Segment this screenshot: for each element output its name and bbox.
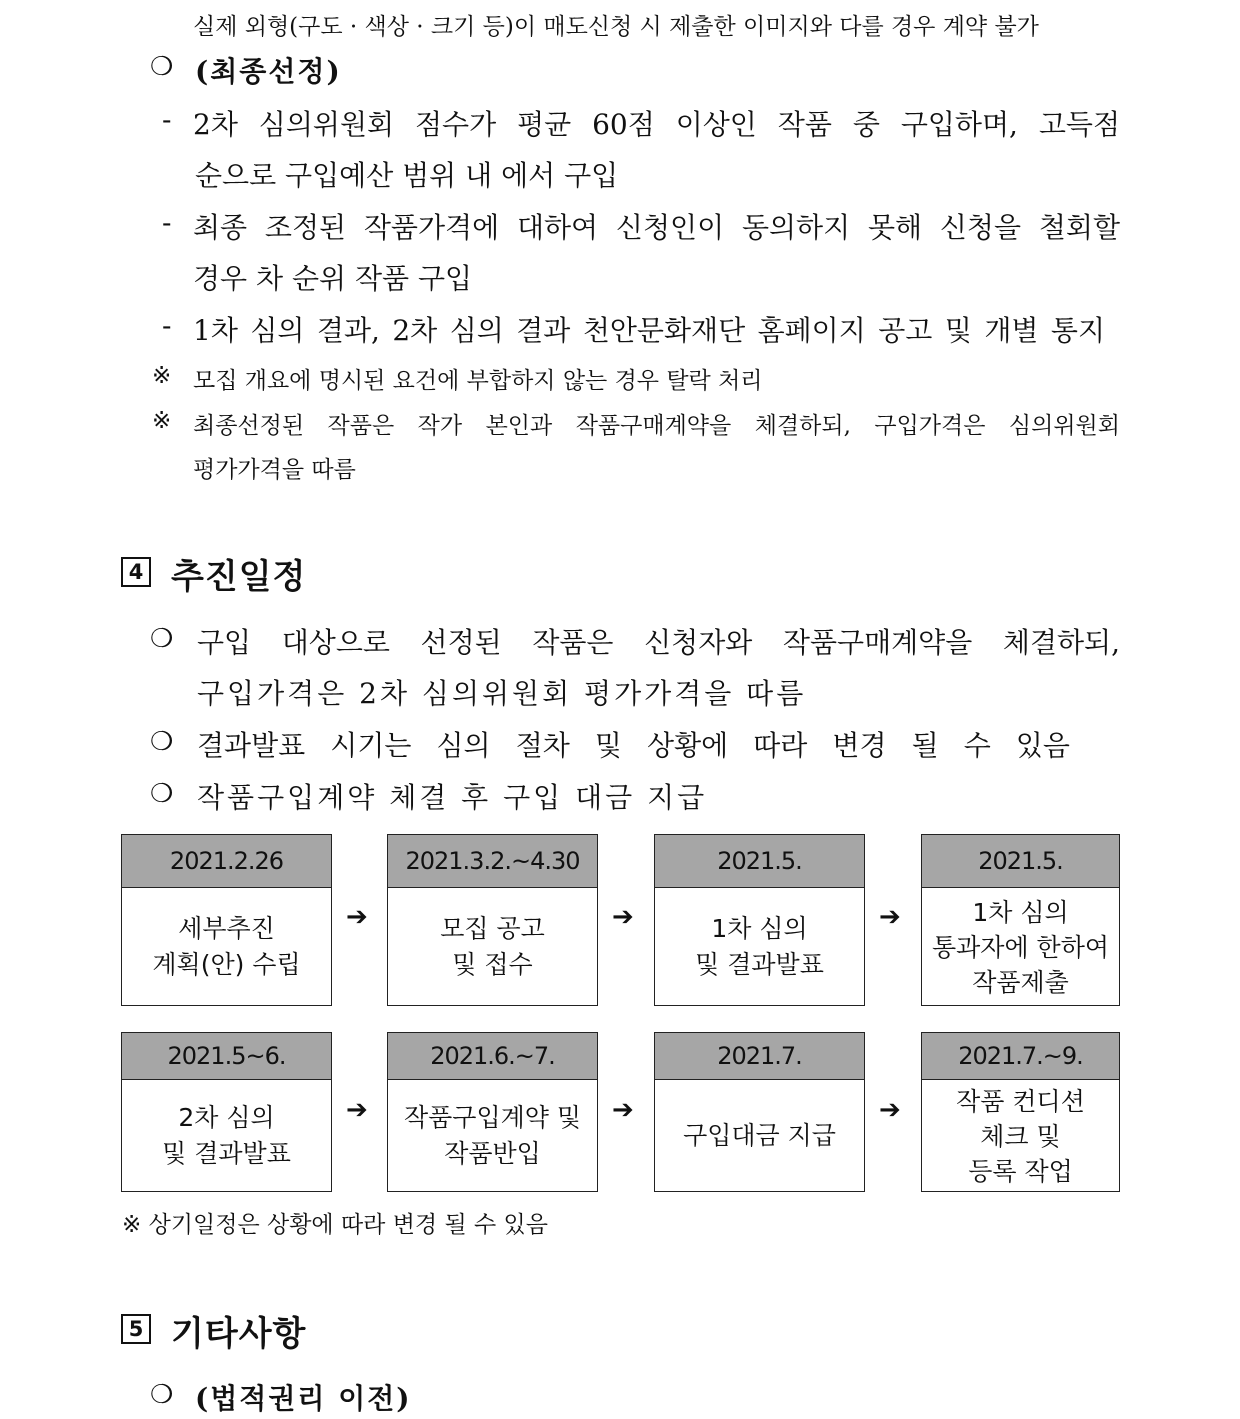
schedule-box-6	[387, 1032, 598, 1192]
schedule-box-7-desc: 구입대금 지급	[683, 1121, 836, 1150]
schedule-box-7-date: 2021.7.	[655, 1033, 864, 1080]
schedule-box-4-desc: 1차 심의 통과자에 한하여 작품제출	[932, 897, 1109, 997]
arrow-icon: ➔	[612, 902, 634, 932]
final-selection-heading: (최종선정)	[195, 55, 342, 88]
final-item-2-dash: -	[162, 206, 172, 239]
final-item-3-dash: -	[162, 309, 172, 342]
schedule-box-3-desc: 1차 심의 및 결과발표	[695, 914, 824, 979]
section-4-bullet-2-mark: ❍	[150, 727, 174, 757]
schedule-note: ※ 상기일정은 상황에 따라 변경 될 수 있음	[122, 1212, 548, 1238]
section-4-bullet-1-mark: ❍	[150, 624, 174, 654]
final-item-2-line2: 경우 차 순위 작품 구입	[193, 262, 473, 295]
schedule-box-6-desc: 작품구입계약 및 작품반입	[404, 1103, 581, 1168]
arrow-icon: ➔	[346, 902, 368, 932]
section-5-title: 기타사항	[171, 1314, 307, 1354]
section-4-bullet-3-text: 작품구입계약 체결 후 구입 대금 지급	[197, 781, 708, 814]
note-1-text: 모집 개요에 명시된 요건에 부합하지 않는 경우 탈락 처리	[193, 368, 763, 394]
note-2-mark: ※	[152, 408, 172, 434]
top-continuation-line: 실제 외형(구도 · 색상 · 크기 등)이 매도신청 시 제출한 이미지와 다를 경우 계약 불가	[193, 14, 1039, 40]
section-4-number: 4	[121, 557, 151, 587]
schedule-box-2-date: 2021.3.2.~4.30	[388, 835, 597, 888]
schedule-box-3	[654, 834, 865, 1006]
arrow-icon: ➔	[879, 1095, 901, 1125]
schedule-box-8-date: 2021.7.~9.	[922, 1033, 1119, 1080]
schedule-box-1-desc: 세부추진 계획(안) 수립	[152, 914, 301, 979]
schedule-box-5-date: 2021.5~6.	[122, 1033, 331, 1080]
section-5-bullet-mark: ❍	[150, 1380, 174, 1410]
section-5-bullet-heading: (법적권리 이전)	[195, 1382, 412, 1415]
schedule-box-2-desc: 모집 공고 및 접수	[440, 914, 545, 979]
final-item-1-line1: 2차 심의위원회 점수가 평균 60점 이상인 작품 중 구입하며, 고득점	[193, 108, 1120, 141]
arrow-icon: ➔	[879, 902, 901, 932]
schedule-box-1	[121, 834, 332, 1006]
schedule-box-8	[921, 1032, 1120, 1192]
section-4-bullet-3-mark: ❍	[150, 779, 174, 809]
arrow-icon: ➔	[612, 1095, 634, 1125]
section-4-title: 추진일정	[171, 557, 307, 597]
note-2-line2: 평가가격을 따름	[193, 457, 356, 483]
schedule-box-7	[654, 1032, 865, 1192]
section-5-number: 5	[121, 1314, 151, 1344]
final-item-1-line2: 순으로 구입예산 범위 내 에서 구입	[195, 159, 619, 192]
schedule-box-5-desc: 2차 심의 및 결과발표	[162, 1103, 291, 1168]
arrow-icon: ➔	[346, 1095, 368, 1125]
schedule-box-4-date: 2021.5.	[922, 835, 1119, 888]
note-2-line1: 최종선정된 작품은 작가 본인과 작품구매계약을 체결하되, 구입가격은 심의위원회	[193, 413, 1120, 439]
section-4-bullet-1-line1: 구입 대상으로 선정된 작품은 신청자와 작품구매계약을 체결하되,	[197, 626, 1120, 659]
schedule-box-3-date: 2021.5.	[655, 835, 864, 888]
schedule-box-8-desc: 작품 컨디션 체크 및 등록 작업	[956, 1086, 1085, 1186]
section-4-bullet-1-line2: 구입가격은 2차 심의위원회 평가가격을 따름	[197, 677, 807, 710]
final-item-2-line1: 최종 조정된 작품가격에 대하여 신청인이 동의하지 못해 신청을 철회할	[193, 211, 1120, 244]
schedule-box-5	[121, 1032, 332, 1192]
final-item-3-line1: 1차 심의 결과, 2차 심의 결과 천안문화재단 홈페이지 공고 및 개별 통지	[193, 314, 1105, 347]
section-4-bullet-2-text: 결과발표 시기는 심의 절차 및 상황에 따라 변경 될 수 있음	[197, 729, 1070, 762]
final-item-1-dash: -	[162, 103, 172, 136]
schedule-box-1-date: 2021.2.26	[122, 835, 331, 888]
final-selection-bullet: ❍	[150, 52, 174, 82]
note-1-mark: ※	[152, 363, 172, 389]
schedule-box-4	[921, 834, 1120, 1006]
schedule-box-2	[387, 834, 598, 1006]
schedule-box-6-date: 2021.6.~7.	[388, 1033, 597, 1080]
